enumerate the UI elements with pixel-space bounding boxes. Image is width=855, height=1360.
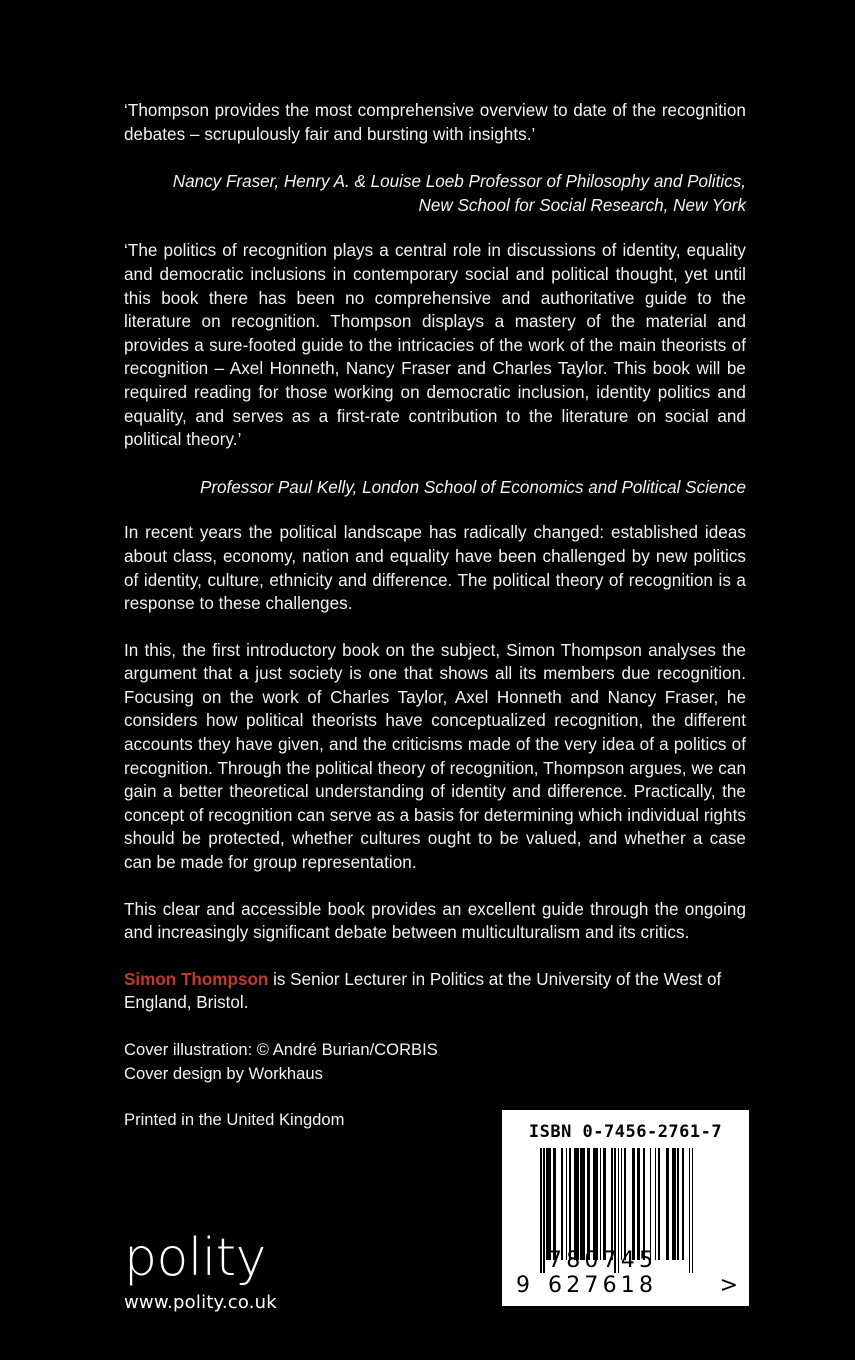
- cover-design-credit: Cover design by Workhaus: [124, 1063, 323, 1083]
- author-bio: [124, 968, 746, 1015]
- cover-illustration-credit: Cover illustration: © André Burian/CORBIS: [124, 1040, 438, 1059]
- review-attribution-2: Professor Paul Kelly, London School of Economics and Political Science: [199, 477, 746, 497]
- printed-notice: Printed in the United Kingdom: [124, 1110, 345, 1130]
- publisher-logo: polity: [124, 1228, 266, 1288]
- review-attribution-1-line-1: Nancy Fraser, Henry A. & Louise Loeb Professor of Philosophy and Politics,: [172, 172, 746, 192]
- publisher-block: [124, 1228, 277, 1314]
- review-attribution-1: [124, 170, 746, 217]
- barcode-digits-main: 780745 627618: [548, 1248, 658, 1298]
- cover-credits: [124, 1038, 746, 1085]
- cover-text-content: [124, 99, 746, 1132]
- barcode-digits: [502, 1248, 749, 1298]
- barcode-bars: [540, 1148, 693, 1260]
- review-attribution-1-line-2: New School for Social Research, New York: [418, 195, 746, 215]
- barcode-digit-leading: 9: [516, 1273, 531, 1298]
- barcode-arrow-icon: >: [719, 1273, 739, 1298]
- description-paragraph-3: This clear and accessible book provides an excellent guide through the ongoing and increasingly significant debate between multiculturalism and its critics.: [124, 899, 746, 943]
- review-quote-1: ‘Thompson provides the most comprehensive overview to date of the recognition debates – scrupulously fair and bursting with insights.’: [124, 101, 746, 144]
- barcode-block: [502, 1110, 749, 1306]
- description-paragraph-1: In recent years the political landscape has radically changed: established ideas about class, economy, nation and equality have been challenged by new politics of identity, culture, ethnicity and difference. The political theory of recognition is a response to these challenges.: [124, 523, 746, 614]
- isbn-label: ISBN 0-7456-2761-7: [528, 1122, 723, 1142]
- author-bio-text: is Senior Lecturer in Politics at the University of the West of England, Bristol.: [124, 969, 722, 1013]
- author-name: Simon Thompson: [124, 969, 269, 989]
- review-quote-2: ‘The politics of recognition plays a central role in discussions of identity, equality and democratic inclusions in contemporary social and political thought, yet until this book there has been no comprehensive and authoritative guide to the literature on recognition. Thompson displays a mastery of the material and provides a sure-footed guide to the intricacies of the work of the main theorists of recognition – Axel Honneth, Nancy Fraser and Charles Taylor. This book will be required reading for those working on democratic inclusion, identity politics and equality, and serves as a first-rate contribution to the literature on social and political theory.’: [124, 241, 746, 450]
- description-paragraph-2: In this, the first introductory book on the subject, Simon Thompson analyses the argument that a just society is one that shows all its members due recognition. Focusing on the work of Charles Taylor, Axel Honneth and Nancy Fraser, he considers how political theorists have conceptualized recognition, the different accounts they have given, and the criticisms made of the very idea of a politics of recognition. Through the political theory of recognition, Thompson argues, we can gain a better theoretical understanding of identity and difference. Practically, the concept of recognition can serve as a basis for determining which individual rights should be protected, whether cultures ought to be valued, and whether a case can be made for group representation.: [124, 640, 746, 873]
- publisher-website: www.polity.co.uk: [124, 1292, 277, 1313]
